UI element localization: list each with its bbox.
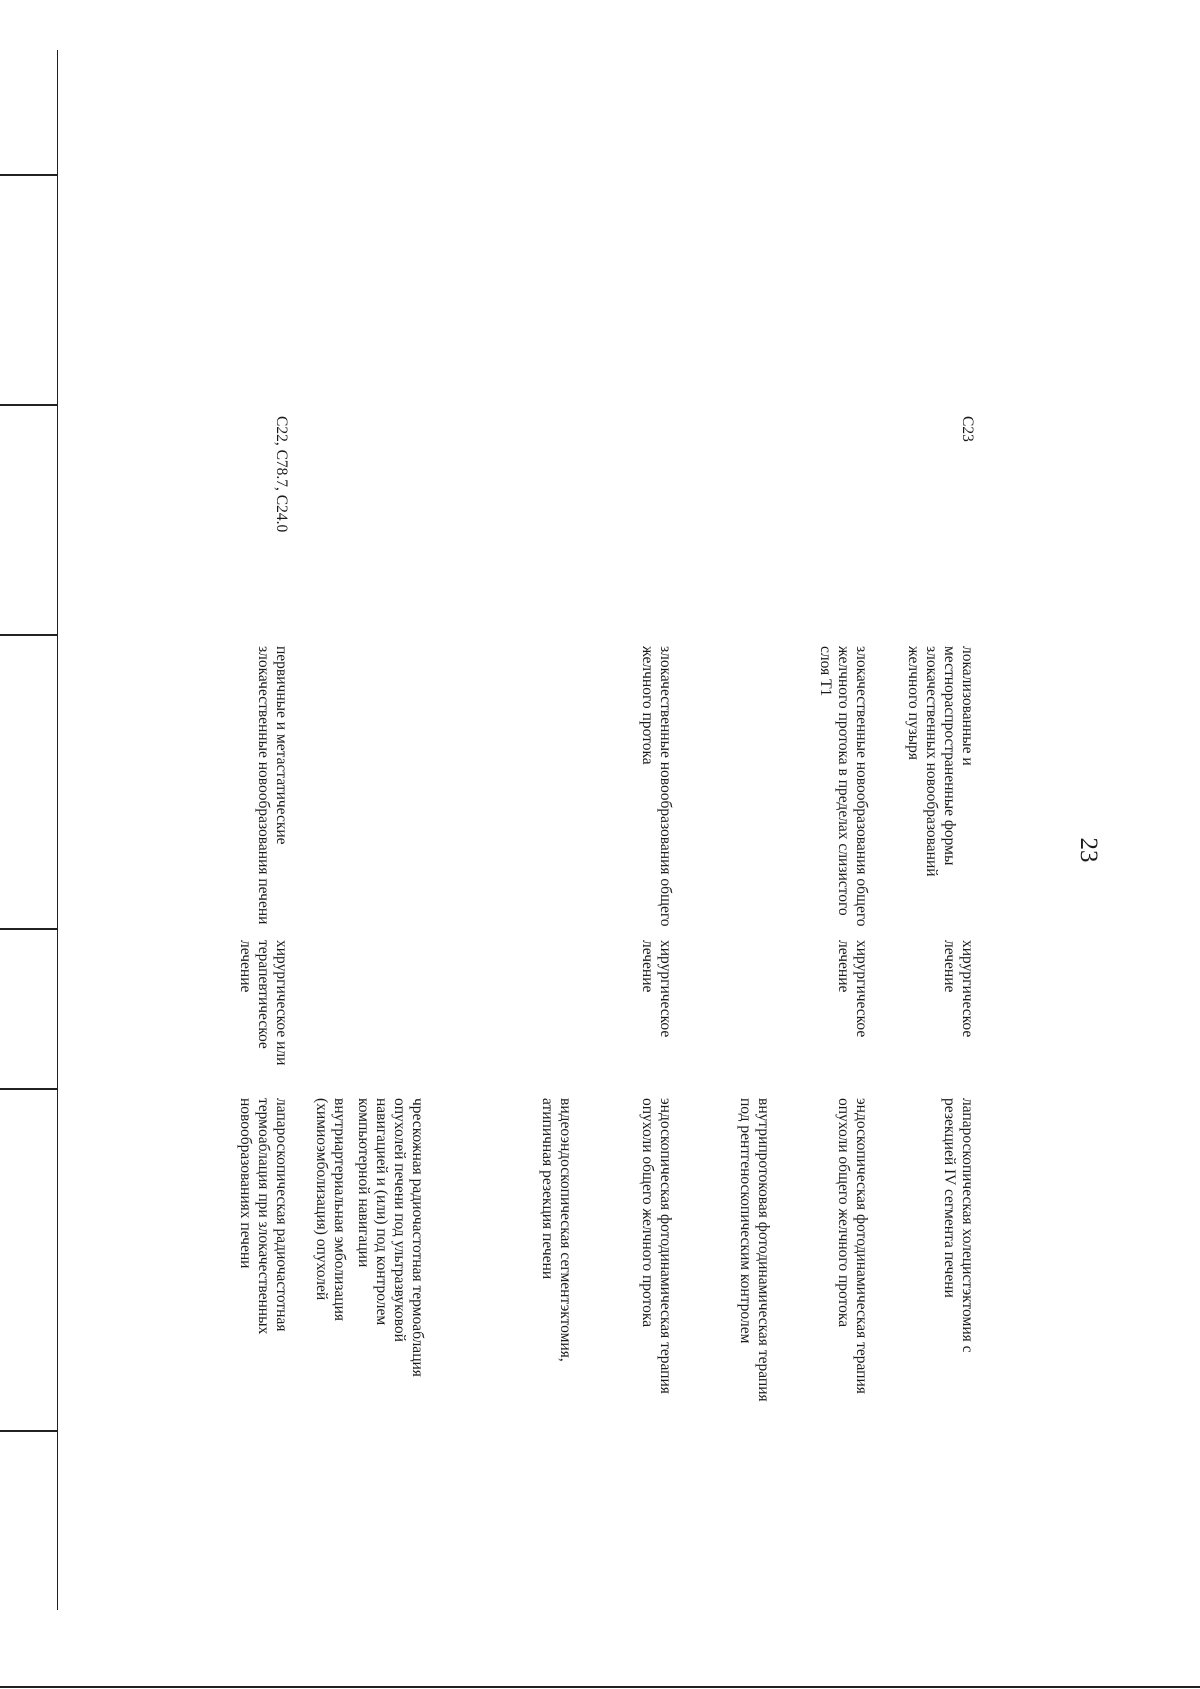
row2-model: злокачественные новообразования общего желчного протока xyxy=(639,646,674,927)
row1-method-1: лапароскопическая радиочастотная термоаблация при злокачественных новообразованиях печени xyxy=(237,1098,290,1335)
row3-model: злокачественные новообразования общего желчного протока в пределах слизистого слоя T1 xyxy=(817,646,870,927)
row4-model: локализованные и местнораспространенные формы злокачественных новообразований желчного пузыря xyxy=(905,646,976,877)
header-model xyxy=(0,634,58,928)
row2-method-1: эндоскопическая фотодинамическая терапия опухоли общего желчного протока xyxy=(639,1098,674,1394)
bottom-rule xyxy=(0,1686,1200,1688)
column-divider xyxy=(0,1430,58,1432)
column-divider xyxy=(0,928,58,930)
header-codes xyxy=(0,404,58,634)
row1-method-4: видеоэндоскопическая сегментэктомия, атипичная резекция печени xyxy=(539,1098,574,1362)
row2-method-2: внутрипротоковая фотодинамическая терапия под рентгеноскопическим контролем xyxy=(737,1098,772,1402)
column-divider xyxy=(0,174,58,176)
column-divider xyxy=(0,1088,58,1090)
row1-model: первичные и метастатические злокачественные новообразования печени xyxy=(255,646,290,925)
header-group-no xyxy=(0,50,58,174)
row1-code: C22, C78.7, C24.0 xyxy=(273,416,290,533)
header-name xyxy=(0,174,58,404)
row2-kind: хирургическое лечение xyxy=(639,940,674,1038)
header-kind xyxy=(0,928,58,1088)
column-divider xyxy=(0,634,58,636)
column-divider xyxy=(0,404,58,406)
row4-method-1: лапароскопическая холецистэктомия с резекцией IV сегмента печени xyxy=(941,1098,976,1353)
header-norm xyxy=(0,1430,58,1610)
row4-kind: хирургическое лечение xyxy=(941,940,976,1038)
row1-method-2: внутриартериальная эмболизация (химиоэмболизация) опухолей xyxy=(313,1098,348,1322)
row3-method-1: эндоскопическая фотодинамическая терапия опухоли общего желчного протока xyxy=(835,1098,870,1394)
row3-kind: хирургическое лечение xyxy=(835,940,870,1038)
page-number: 23 xyxy=(1075,837,1102,863)
row1-method-3: чрескожная радиочастотная термоаблация опухолей печени под ультразвуковой навигацией и (или) под контролем компьютерной навигации xyxy=(355,1098,426,1377)
row4-code: C23 xyxy=(959,416,976,442)
header-method xyxy=(0,1088,58,1430)
row1-kind: хирургическое или терапевтическое лечение xyxy=(237,940,290,1066)
